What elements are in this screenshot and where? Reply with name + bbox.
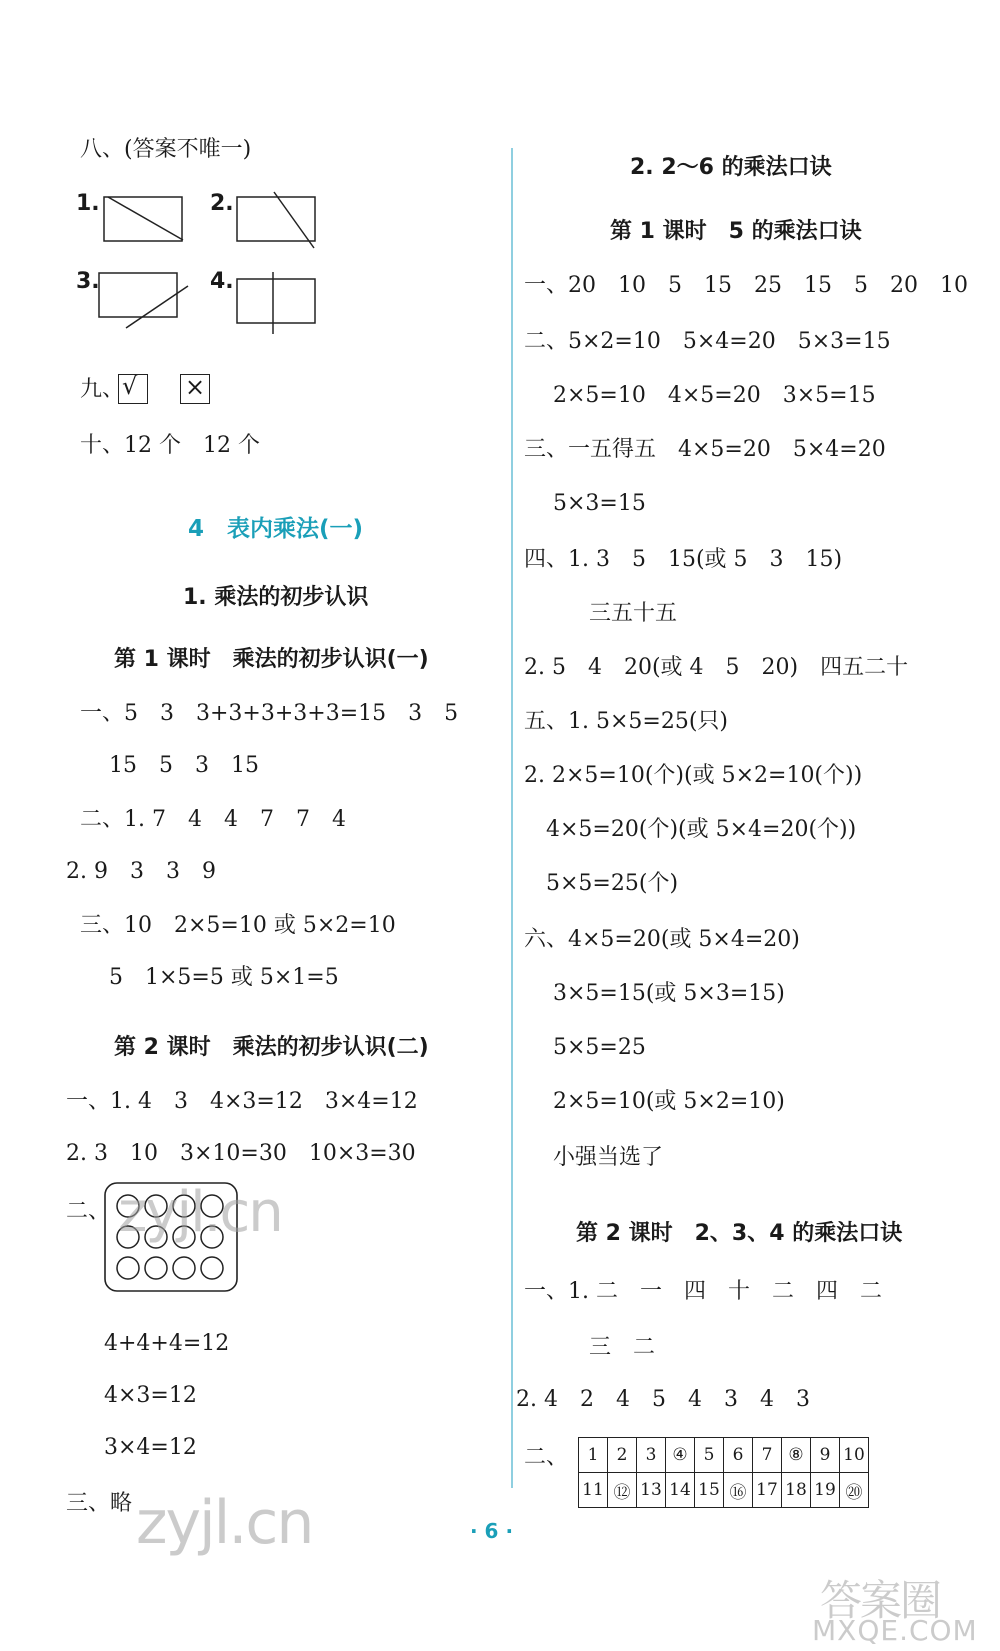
watermark: zyjl.cn: [118, 1180, 282, 1245]
page-number: · 6 ·: [470, 1519, 514, 1543]
answer-line: 六、4×5=20(或 5×4=20): [524, 927, 800, 952]
answer-line: 3×4=12: [104, 1435, 197, 1460]
grid-cell: 5: [695, 1438, 724, 1473]
watermark: MXQE.COM: [812, 1614, 978, 1647]
q8-heading: 八、(答案不唯一): [80, 137, 252, 162]
answer-line: 三 二: [560, 1335, 655, 1360]
answer-line: 二、5×2=10 5×4=20 5×3=15: [524, 329, 891, 354]
lesson2-title-right: 第 2 课时 2、3、4 的乘法口诀: [576, 1221, 903, 1246]
grid-cell-circled: ⑯: [724, 1473, 753, 1508]
grid-cell-circled: ④: [666, 1438, 695, 1473]
lesson1-title-right: 第 1 课时 5 的乘法口诀: [610, 219, 862, 244]
answer-line: 2. 5 4 20(或 4 5 20) 四五二十: [524, 655, 909, 680]
grid-cell: 1: [579, 1438, 608, 1473]
q2-label-left: 二、: [66, 1199, 111, 1224]
q9-label: 九、: [80, 377, 125, 402]
answer-line: 4×3=12: [104, 1383, 197, 1408]
answer-line: 2. 3 10 3×10=30 10×3=30: [66, 1141, 416, 1166]
check-icon: √: [122, 372, 138, 400]
cross-mark-box: [180, 374, 210, 404]
rectangle-diagonal-1: [103, 196, 185, 246]
grid-cell: 6: [724, 1438, 753, 1473]
grid-cell: 10: [840, 1438, 869, 1473]
answer-line: 5×5=25: [524, 1035, 646, 1060]
q8-item-3: 3.: [76, 269, 100, 294]
grid-cell: 7: [753, 1438, 782, 1473]
q10: 十、12 个 12 个: [80, 433, 260, 458]
grid-cell: 9: [811, 1438, 840, 1473]
answer-line: 五、1. 5×5=25(只): [524, 709, 729, 734]
grid-cell: 2: [608, 1438, 637, 1473]
grid-cell: 17: [753, 1473, 782, 1508]
watermark: 答案圈: [820, 1576, 941, 1625]
answer-line: 三、一五得五 4×5=20 5×4=20: [524, 437, 886, 462]
answer-line: 三、10 2×5=10 或 5×2=10: [80, 913, 396, 938]
grid-cell: 18: [782, 1473, 811, 1508]
rectangle-diagonal-2: [236, 196, 318, 256]
answer-line: 一、1. 二 一 四 十 二 四 二: [524, 1279, 882, 1304]
answer-line: 15 5 3 15: [80, 753, 259, 778]
answer-line: 4+4+4=12: [104, 1331, 230, 1356]
q2-label-right: 二、: [524, 1445, 569, 1470]
answer-line: 4×5=20(个)(或 5×4=20(个)): [524, 817, 857, 842]
answer-line: 2. 2×5=10(个)(或 5×2=10(个)): [524, 763, 863, 788]
column-divider: [511, 148, 513, 1488]
grid-cell: 15: [695, 1473, 724, 1508]
grid-cell: 14: [666, 1473, 695, 1508]
answer-line: 四、1. 3 5 15(或 5 3 15): [524, 547, 843, 572]
grid-cell: 3: [637, 1438, 666, 1473]
answer-line: 一、5 3 3+3+3+3+3=15 3 5: [80, 701, 459, 726]
q3-answer: 三、略: [66, 1491, 133, 1516]
answer-line: 2. 9 3 3 9: [66, 859, 216, 884]
answer-line: 2. 4 2 4 5 4 3 4 3: [516, 1387, 810, 1412]
answer-line: 一、20 10 5 15 25 15 5 20 10: [524, 273, 968, 298]
grid-cell-circled: ⑧: [782, 1438, 811, 1473]
lesson1-title-left: 第 1 课时 乘法的初步认识(一): [114, 647, 429, 672]
watermark: zyjl.cn: [136, 1488, 313, 1558]
answer-line: 小强当选了: [524, 1145, 663, 1170]
answer-line: 5×5=25(个): [524, 871, 679, 896]
section2-title: 2. 2～6 的乘法口诀: [630, 155, 832, 180]
answer-line: 3×5=15(或 5×3=15): [524, 981, 785, 1006]
cross-icon: ×: [185, 373, 206, 401]
table-row: [579, 1438, 869, 1473]
answer-line: 三五十五: [560, 601, 677, 626]
grid-cell: 11: [579, 1473, 608, 1508]
answer-line: 二、1. 7 4 4 7 7 4: [80, 807, 346, 832]
section1-title: 1. 乘法的初步认识: [183, 585, 369, 610]
table-row: [579, 1473, 869, 1508]
number-grid: [578, 1437, 869, 1508]
rectangle-diagonal-3: [98, 272, 190, 330]
answer-line: 2×5=10 4×5=20 3×5=15: [524, 383, 876, 408]
q8-item-4: 4.: [210, 269, 234, 294]
answer-line: 2×5=10(或 5×2=10): [524, 1089, 785, 1114]
answer-line: 一、1. 4 3 4×3=12 3×4=12: [66, 1089, 418, 1114]
grid-cell: 13: [637, 1473, 666, 1508]
q8-item-1: 1.: [76, 191, 100, 216]
check-mark-box: [118, 374, 148, 404]
grid-cell-circled: ⑫: [608, 1473, 637, 1508]
lesson2-title-left: 第 2 课时 乘法的初步认识(二): [114, 1035, 429, 1060]
grid-cell-circled: ⑳: [840, 1473, 869, 1508]
q8-item-2: 2.: [210, 191, 234, 216]
answer-line: 5 1×5=5 或 5×1=5: [80, 965, 339, 990]
answer-line: 5×3=15: [524, 491, 646, 516]
grid-cell: 19: [811, 1473, 840, 1508]
rectangle-vertical-split: [236, 278, 318, 340]
unit-title: 4 表内乘法(一): [188, 516, 364, 542]
